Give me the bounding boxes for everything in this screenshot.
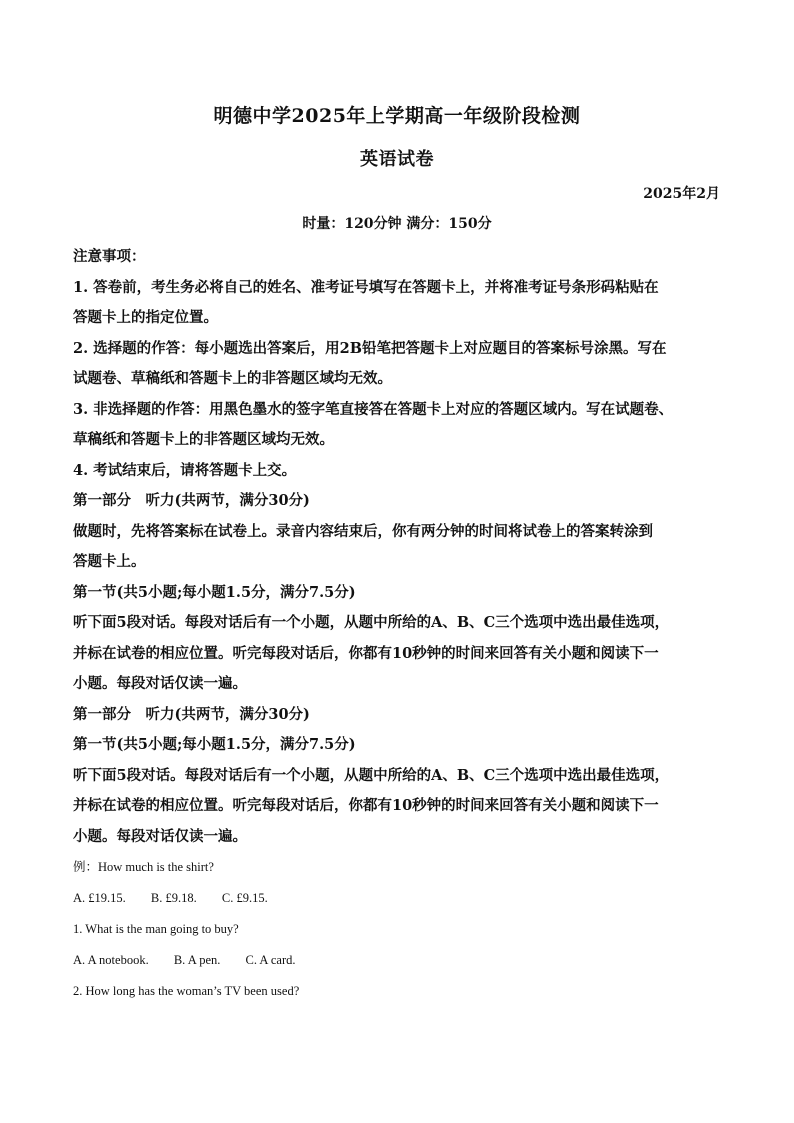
part-heading-repeat: 第一部分 听力(共两节，满分30分): [73, 705, 310, 723]
question-1-options: [73, 945, 725, 976]
section-instruction-line: 小题。每段对话仅读一遍。: [73, 827, 247, 845]
option-a: A. A notebook.: [73, 953, 149, 967]
part-intro-line: 答题卡上。: [73, 553, 146, 570]
note-line: 3. 非选择题的作答：用黑色墨水的签字笔直接答在答题卡上对应的答题区域内。写在试题卷、: [73, 400, 674, 418]
option-c: C. £9.15.: [221, 891, 268, 905]
exam-date: 2025年2月: [643, 186, 720, 202]
note-line: 4. 考试结束后，请将答题卡上交。: [73, 461, 297, 479]
question-1: 1. What is the man going to buy?: [73, 922, 239, 936]
exam-duration-score: 时量：120分钟 满分：150分: [302, 216, 492, 232]
section-instruction-line: 听下面5段对话。每段对话后有一个小题，从题中所给的A、B、C三个选项中选出最佳选项，: [73, 766, 670, 784]
section-instruction-line: 小题。每段对话仅读一遍。: [73, 675, 247, 692]
note-line: 1. 答卷前，考生务必将自己的姓名、准考证号填写在答题卡上，并将准考证号条形码粘贴在: [73, 278, 659, 296]
note-line: 答题卡上的指定位置。: [73, 309, 218, 326]
option-b: B. £9.18.: [150, 891, 197, 905]
exam-title: 明德中学2025年上学期高一年级阶段检测: [213, 105, 581, 127]
exam-subtitle: 英语试卷: [360, 149, 434, 170]
section-instruction-line: 并标在试卷的相应位置。听完每段对话后，你都有10秒钟的时间来回答有关小题和阅读下一: [73, 797, 659, 814]
note-line: 2. 选择题的作答：每小题选出答案后，用2B铅笔把答题卡上对应题目的答案标号涂黑。写在: [73, 339, 667, 357]
example-options: [73, 883, 725, 914]
section-instruction-line: 听下面5段对话。每段对话后有一个小题，从题中所给的A、B、C三个选项中选出最佳选项，: [73, 614, 670, 631]
notes-heading: 注意事项：: [73, 248, 146, 265]
section-heading-repeat: 第一节(共5小题;每小题1.5分，满分7.5分): [73, 736, 356, 753]
option-b: B. A pen.: [173, 953, 221, 967]
part-intro-line: 做题时，先将答案标在试卷上。录音内容结束后，你有两分钟的时间将试卷上的答案转涂到: [73, 522, 653, 540]
example-question: 例：How much is the shirt?: [73, 860, 214, 874]
question-2: 2. How long has the woman’s TV been used?: [73, 984, 300, 998]
option-c: C. A card.: [245, 953, 296, 967]
section-heading: 第一节(共5小题;每小题1.5分，满分7.5分): [73, 583, 356, 601]
section-instruction-line: 并标在试卷的相应位置。听完每段对话后，你都有10秒钟的时间来回答有关小题和阅读下一: [73, 644, 659, 662]
exam-body: [73, 242, 725, 1007]
note-line: 草稿纸和答题卡上的非答题区域均无效。: [73, 431, 334, 448]
part-heading: 第一部分 听力(共两节，满分30分): [73, 492, 310, 509]
note-line: 试题卷、草稿纸和答题卡上的非答题区域均无效。: [73, 370, 392, 387]
option-a: A. £19.15.: [73, 891, 126, 905]
